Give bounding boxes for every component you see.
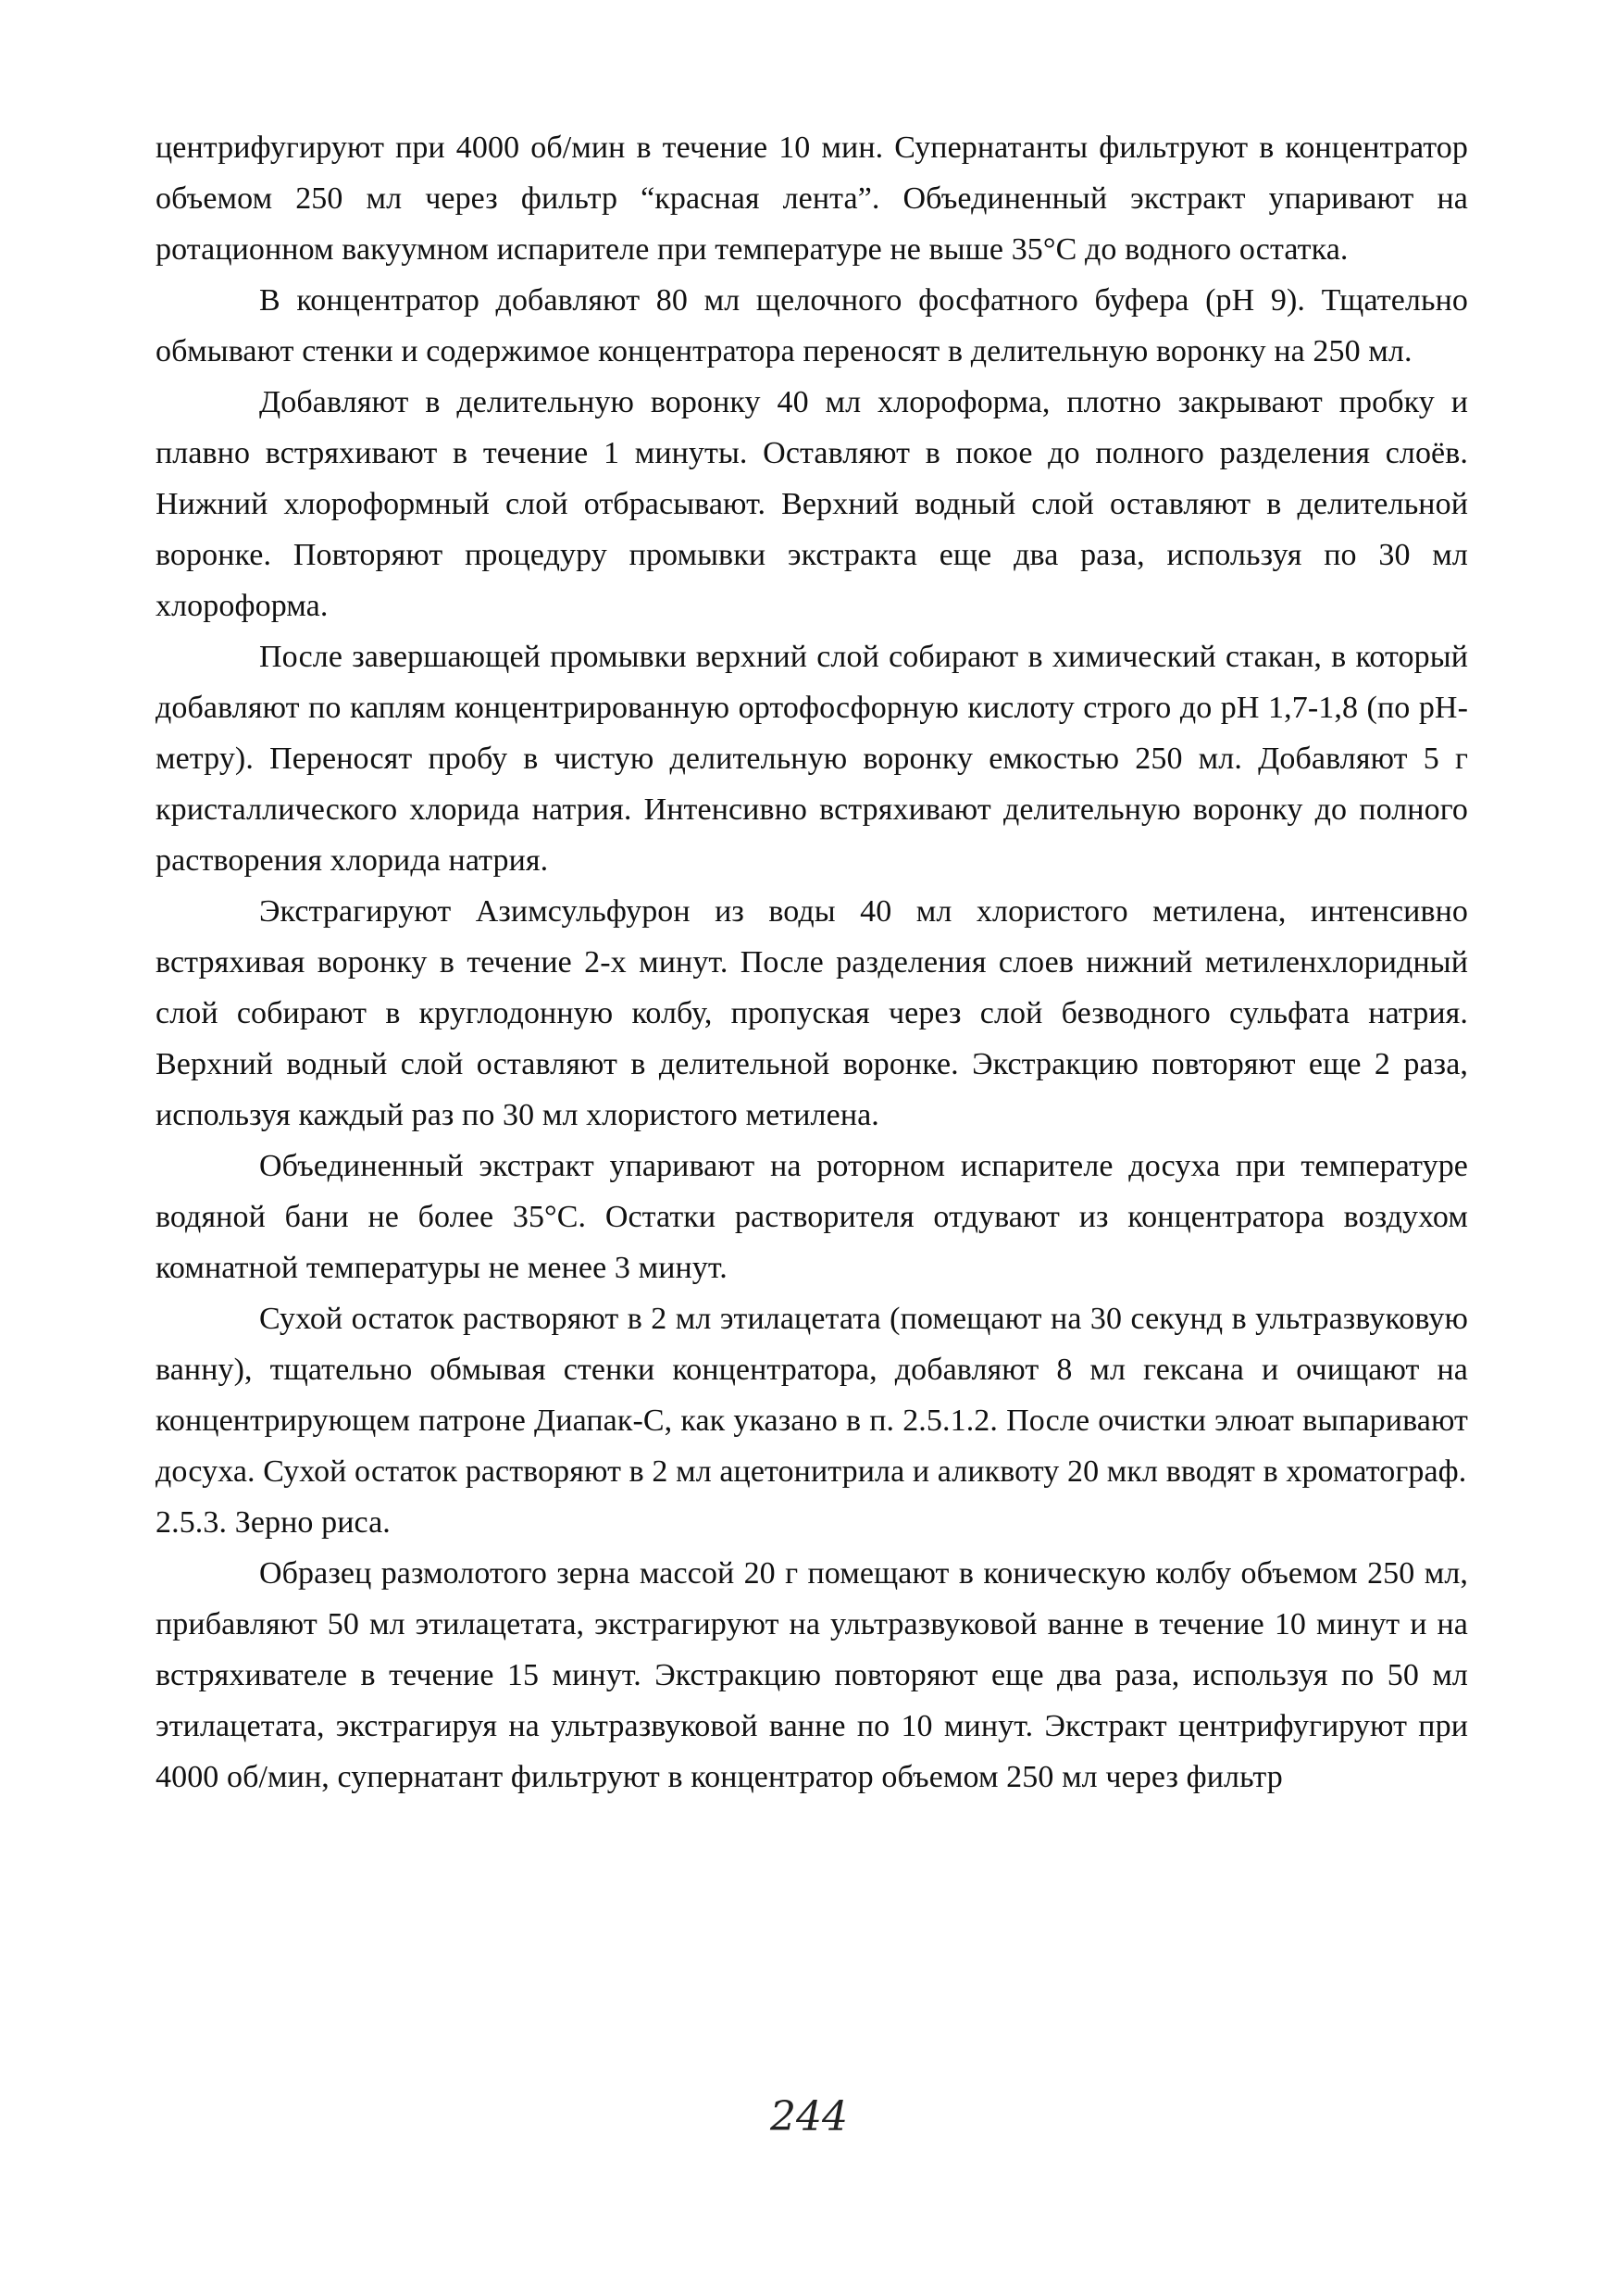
paragraph-continuation: центрифугируют при 4000 об/мин в течение 10 мин. Супернатанты фильтруют в концентратор объемом 250 мл через фильтр “красная лента”. Объединенный экстракт упаривают на ротационном вакуумном испарителе при температуре не выше 35°С до водного остатка. — [156, 131, 1468, 267]
paragraph-rice-grain: Образец размолотого зерна массой 20 г помещают в коническую колбу объемом 250 мл, прибавляют 50 мл этилацетата, экстрагируют на ультразвуковой ванне в течение 10 минут и на встряхивателе в течение 15 минут. Экстракцию повторяют еще два раза, используя по 50 мл этилацетата, экстрагируя на ультразвуковой ванне по 10 минут. Экстракт центрифугируют при 4000 об/мин, супернатант фильтруют в концентратор объемом 250 мл через фильтр — [156, 1556, 1468, 1794]
paragraph-acidification: После завершающей промывки верхний слой собирают в химический стакан, в который добавляют по каплям концентрированную ортофосфорную кислоту строго до рН 1,7-1,8 (по рН-метру). Переносят пробу в чистую делительную воронку емкостью 250 мл. Добавляют 5 г кристаллического хлорида натрия. Интенсивно встряхивают делительную воронку до полного растворения хлорида натрия. — [156, 640, 1468, 878]
paragraph-chloroform-wash: Добавляют в делительную воронку 40 мл хлороформа, плотно закрывают пробку и плавно встряхивают в течение 1 минуты. Оставляют в покое до полного разделения слоёв. Нижний хлороформный слой отбрасывают. Верхний водный слой оставляют в делительной воронке. Повторяют процедуру промывки экстракта еще два раза, используя по 30 мл хлороформа. — [156, 385, 1468, 623]
paragraph-evaporation: Объединенный экстракт упаривают на роторном испарителе досуха при температуре водяной бани не более 35°С. Остатки растворителя отдувают из концентратора воздухом комнатной температуры не менее 3 минут. — [156, 1149, 1468, 1285]
body-text — [156, 122, 1468, 1803]
page-number: 244 — [770, 2093, 848, 2140]
paragraph-buffer: В концентратор добавляют 80 мл щелочного фосфатного буфера (рН 9). Тщательно обмывают стенки и содержимое концентратора переносят в делительную воронку на 250 мл. — [156, 283, 1468, 368]
paragraph-extraction: Экстрагируют Азимсульфурон из воды 40 мл хлористого метилена, интенсивно встряхивая воронку в течение 2-х минут. После разделения слоев нижний метиленхлоридный слой собирают в круглодонную колбу, пропуская через слой безводного сульфата натрия. Верхний водный слой оставляют в делительной воронке. Экстракцию повторяют еще 2 раза, используя каждый раз по 30 мл хлористого метилена. — [156, 894, 1468, 1132]
paragraph-cleanup: Сухой остаток растворяют в 2 мл этилацетата (помещают на 30 секунд в ультразвуковую ванну), тщательно обмывая стенки концентратора, добавляют 8 мл гексана и очищают на концентрирующем патроне Диапак-С, как указано в п. 2.5.1.2. После очистки элюат выпаривают досуха. Сухой остаток растворяют в 2 мл ацетонитрила и аликвоту 20 мкл вводят в хроматограф. — [156, 1302, 1468, 1489]
section-heading: 2.5.3. Зерно риса. — [156, 1505, 391, 1540]
